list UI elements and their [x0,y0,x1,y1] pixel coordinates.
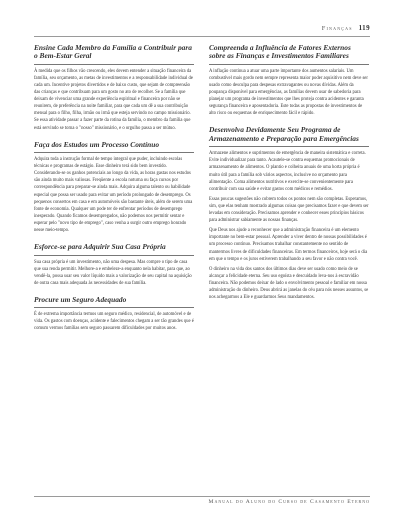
section-own-home [34,243,194,287]
section-paragraph: Essas poucas sugestões não cobrem todos os pontos nem são completas. Esperamos, sim, que elas tenham mostrado algumas coisas que precisamos fazer e que devem ser levadas em consideração. Precisamos aprender e conhecer esses princípios básicos para administrar sabiamente as nossas finanças. [209,196,369,224]
heading-rule [209,64,369,65]
heading-rule [209,146,369,147]
section-heading: Ensine Cada Membro da Família a Contribuir para o Bem-Estar Geral [34,43,192,61]
heading-rule [34,152,194,153]
section-heading: Desenvolva Devidamente Seu Programa de Armazenamento e Preparação para Emergências [209,125,359,143]
page-number: 119 [358,24,370,32]
section-paragraph: Que Deus nos ajude a reconhecer que a administração financeira é um elemento importante no bem-estar pessoal. Aprender a viver dentro de nossas possibilidades é um processo contínuo. Precisamos trabalhar constantemente no sentido de mantermos livres de dificuldades financeiras. Em termos financeiros, hoje será o dia em que o tempo e os juros estiverem trabalhando a seu favor e não contra você. [209,228,368,262]
section-heading: Faça dos Estudos um Processo Contínuo [34,139,160,149]
section-paragraph: A inflação continua a atuar uma parte importante dos aumentos salariais. Um combustível mais gordo nem sempre representa maior poder aquisitivo nem deve ser usado como desculpa para despesas extravagantes ou novas dívidas. Além da poupança disponível para emergências, as famílias devem usar de sabedoria para planejar um programa de investimentos que lhes proteja contra acidentes e garanta segurança financeira e aposentadoria. Este todas as propostas de investimentos de alto risco ou esquemas de enriquecimento fácil e rápido. [209,68,368,117]
section-emergency-storage [209,126,369,301]
heading-rule [34,64,194,65]
section-heading: Procure um Seguro Adequado [34,294,127,304]
section-external-factors [209,44,369,117]
section-continuous-studies [34,141,194,234]
left-column [34,40,194,336]
heading-rule [34,255,194,256]
page-footer: Manual do Aluno do Curso de Casamento Eterno [208,499,370,505]
section-paragraph: Sua casa própria é um investimento, não uma despesa. Mas compre o tipo de casa que sua renda permitir. Melhore-a e embeleze-a enquanto nela habitar, para que, ao vendê-la, possa usar seu valor líquido mais a valorização de seu capital na aquisição de outra casa mais adequada às necessidades de sua família. [34,259,192,286]
footer-rule [34,496,370,497]
section-insurance [34,296,194,333]
section-paragraph: Armazene alimentos e suprimentos de emergência de maneira sistemática e correta. Evite individualizar para tanto. Acautele-se contra esquemas promocionais de armazenamento de alimentos. O plantio e colheita anuais de uma horta própria é muito útil para a família sob vários aspectos, inclusive no orçamento para alimentação. Coma alimentos nutritivos e exercite-se convenientemente para contribuir com sua saúde e evitar gastos com médicos e remédios. [209,151,366,192]
right-column [209,40,369,304]
heading-rule [34,307,194,308]
section-teach-family [34,44,194,132]
section-paragraph: É de extrema importância termos um seguro médico, residencial, de automóvel e de vida. Os gastos com doenças, acidente e falecimentos chegam a ser tão grandes que é comum vermos famílias sem seguro passarem dificuldades por muitos anos. [34,312,194,332]
section-paragraph: À medida que os filhos vão crescendo, eles devem entender a situação financeira da família, seu orçamento, as metas de investimentos e a responsabilidade individual de cada um. Incentive projetos divertidos e de baixo custo, que sejam de compreensão das crianças e que contribuam para um gosto no ato de recolher. Se a família que deixam de vivenciar uma grande experiência espiritual e financeira por não se reunirem, de preferência na noite familiar, para que cada um dê a sua contribuição mensal para o filho, filha, irmão ou irmã que esteja servindo no campo missionário. Se essa atividade passar a fazer parte da rotina da família, o membro da família que está servindo se torna o "nosso" missionário, e o orgulho passa a ser mútuo. [34,68,193,131]
section-heading: Esforce-se para Adquirir Sua Casa Própria [34,242,166,252]
running-title: Finanças [321,25,353,32]
section-paragraph: O dinheiro na vida dos santos dos últimos dias deve ser usado como meio de se alcançar a felicidade eterna. Seu uso egoísta e descuidado leva-nos à escravidão financeira. Não podemos deixar de lado o envolvimento pessoal e familiar em nossa administração do dinheiro. Deus abrirá as janelas do céu para nós nesses assuntos, se nos achegarmos a Ele e guardarmos Seus mandamentos. [209,266,369,301]
section-heading: Compreenda a Influência de Fatores Externos sobre as Finanças e Investimentos Familiares [209,43,351,61]
header-rule [34,36,370,37]
section-paragraph: Adquira toda a instrução formal de tempo integral que puder, incluindo escolas técnicas e programas de estágio. Esse dinheiro terá sido bem investido. Considerando-se os ganhos potenciais ao longo da vida, as horas gastas nos estudos são ainda muito mais valiosas. Freqüente a escola noturna ou faça cursos por correspondência para preparar-se ainda mais. Adquira alguma talento ou habilidade especial que possa ser usado para evitar um período prolongado de desemprego. Os pequenos consertos em casa e em automóveis são bastante úteis, além de serem uma fonte de economia. Qualquer um pode ter de enfrentar períodos de desemprego inesperado. Quando ficamos desempregados, não podemos nos permitir sentar e esperar pelo "novo tipo de emprego", caso venha a surgir outro emprego honrado nesse meio-tempo. [34,157,193,233]
